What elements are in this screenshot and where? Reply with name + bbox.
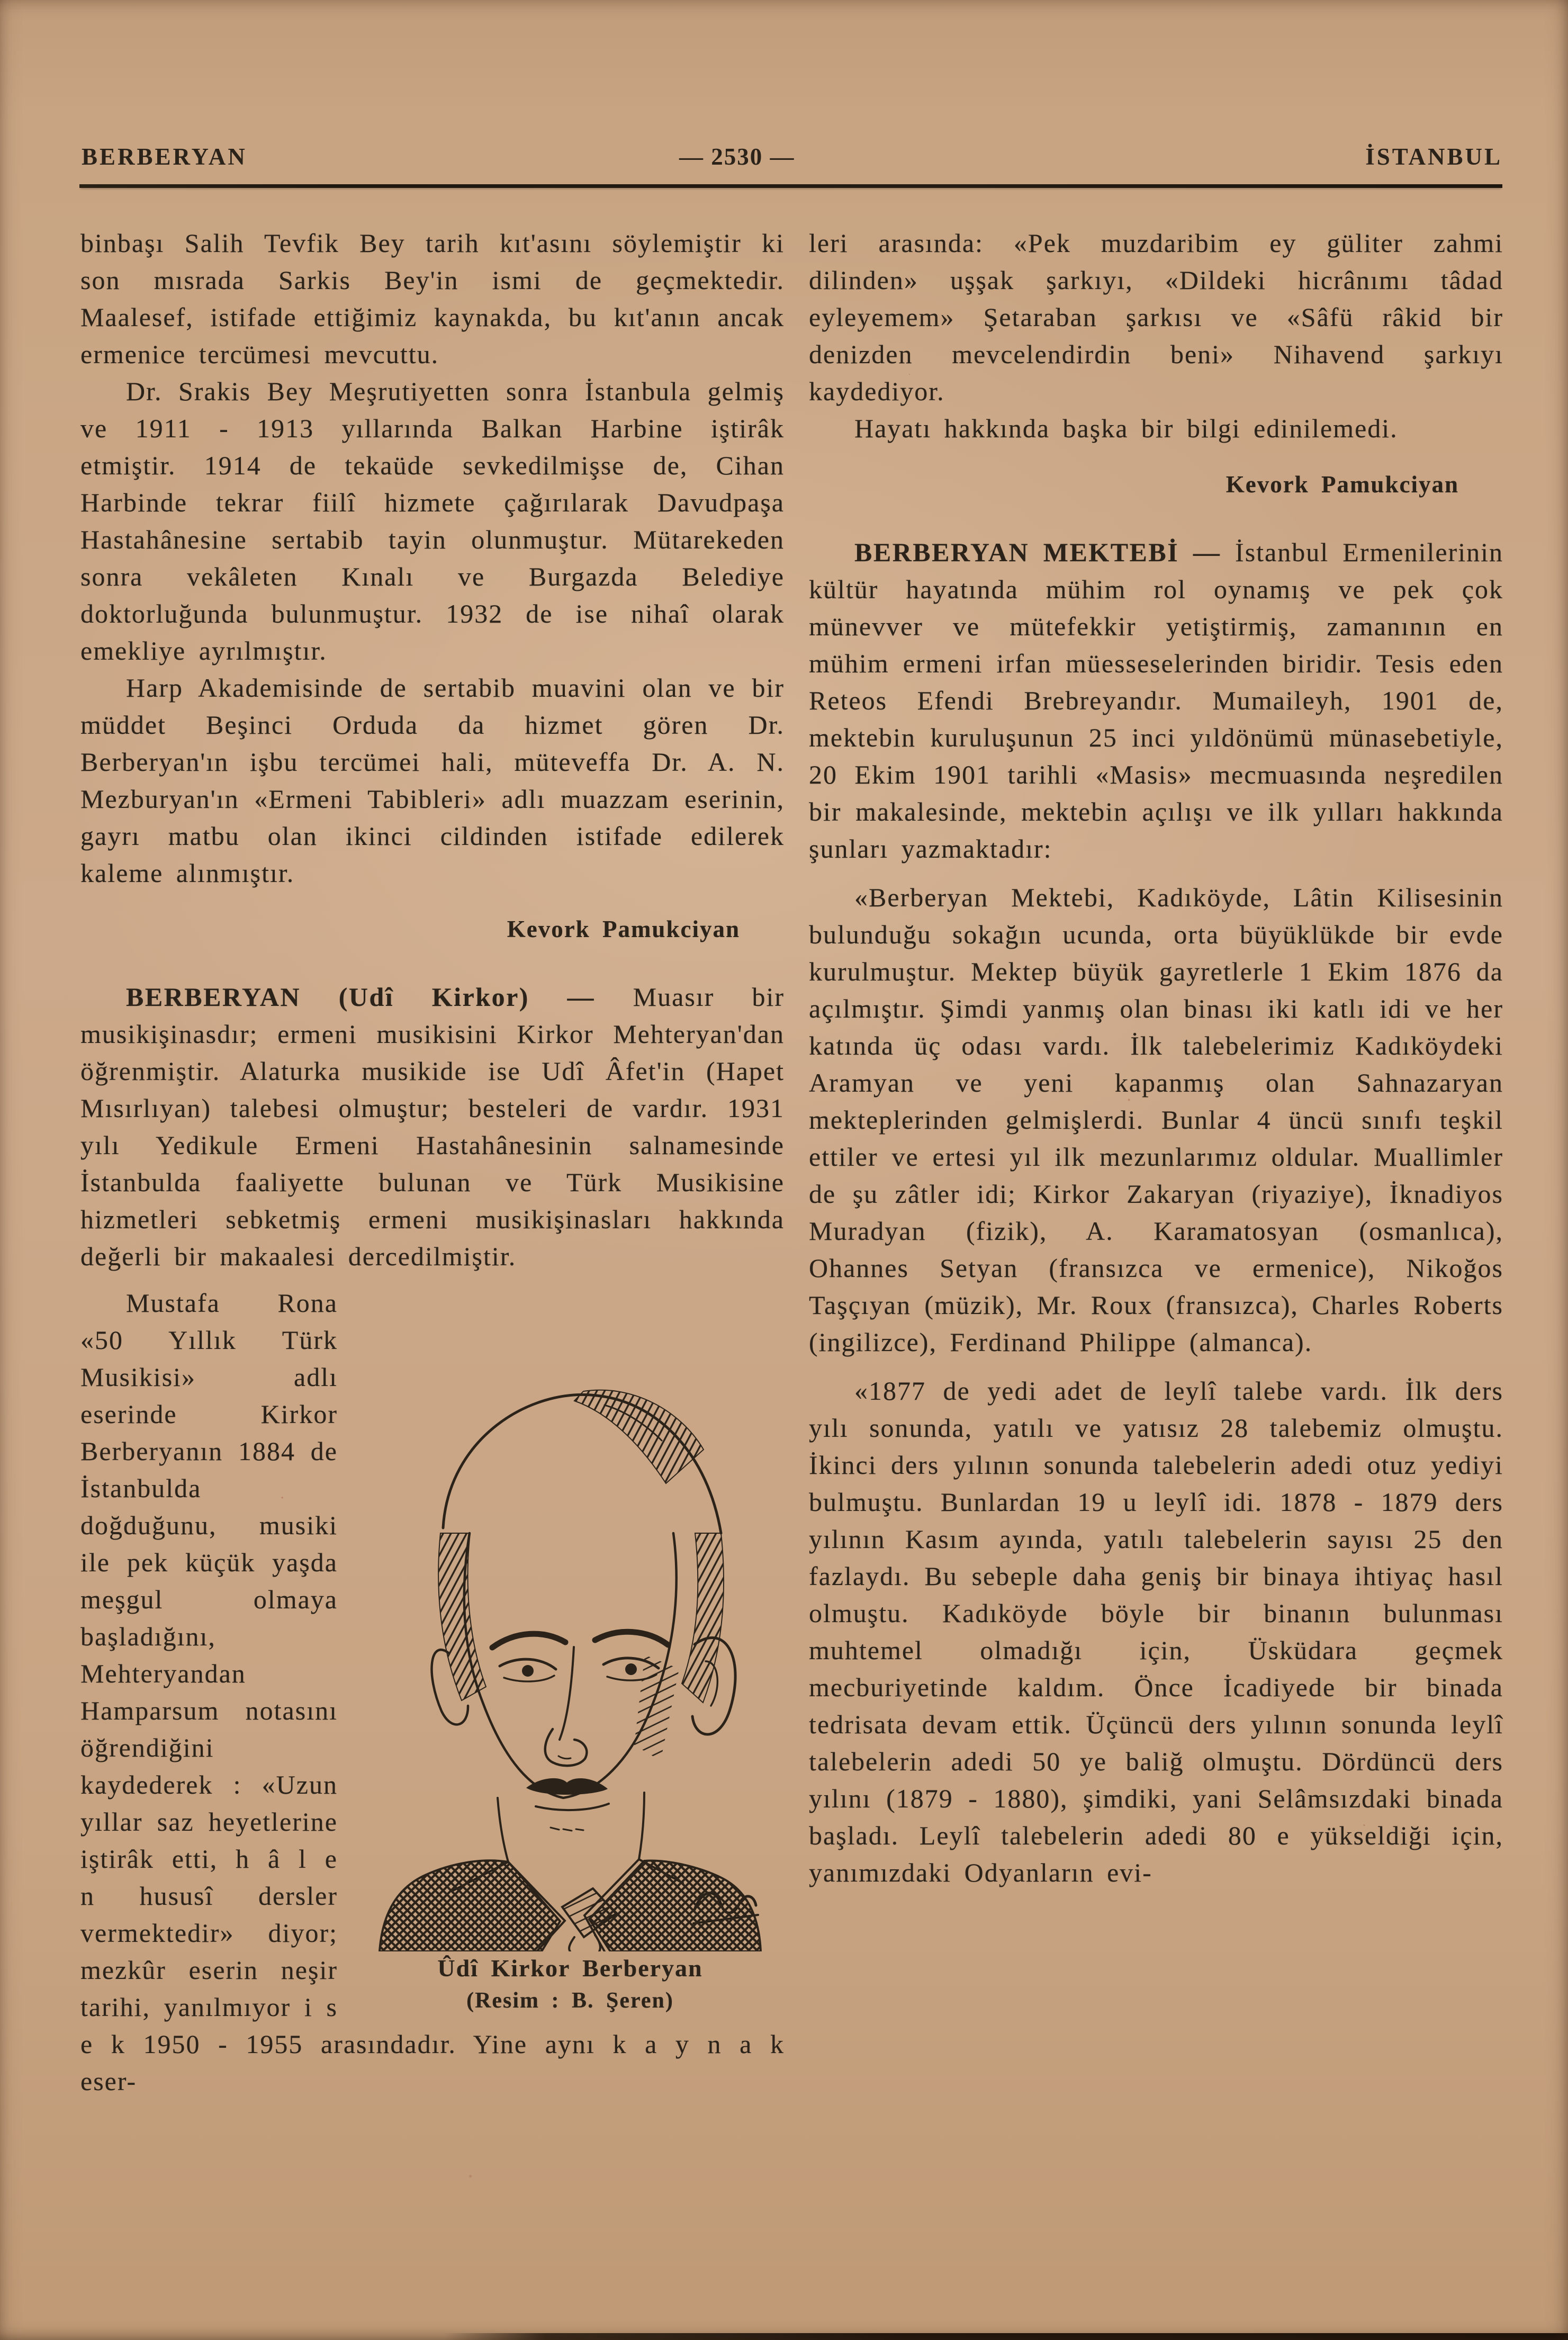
- left-column: [80, 224, 785, 2100]
- paragraph-harp-akademisi: Harp Akademisinde de sertabib muavini olan ve bir müddet Beşinci Orduda da hizmet gören Dr. Berberyan'ın işbu tercümei hali, müteveffa Dr. A. N. Mezburyan'ın «Ermeni Tabibleri» adlı muazzam eserinin, gayrı matbu olan ikinci cildinden istifade edilerek kaleme alınmıştır.: [80, 673, 785, 888]
- author-signature: Kevork Pamukciyan: [1225, 471, 1459, 498]
- entry-title: BERBERYAN (Udî Kirkor) —: [126, 982, 633, 1012]
- page-edge-shadow: [445, 2333, 1568, 2340]
- entry-body: Muasır bir musikişinasdır; ermeni musikisini Kirkor Mehteryan'dan öğrenmiştir. Alaturka musikide ise Udî Âfet'in (Hapet Mısırlıyan) talebesi olmuştur; besteleri de vardır. 1931 yılı Yedikule Ermeni Hastahânesinin salnamesinde İstanbulda faaliyette bulunan ve Türk Musikisine hizmetleri sebketmiş ermeni musikişinasları hakkında değerli bir makaalesi dercedilmiştir.: [80, 982, 785, 1271]
- header-section-title: İSTANBUL: [1365, 143, 1502, 170]
- header-rule: [79, 184, 1502, 188]
- header-entry-title: BERBERYAN: [82, 143, 247, 170]
- entry-udi-kirkor: [80, 978, 785, 1275]
- quote-berberyan-mektebi: «Berberyan Mektebi, Kadıköyde, Lâtin Kilisesinin bulunduğu sokağın ucunda, orta büyüklükde bir evde kurulmuştur. Mektep büyük gayretlerle 1 Ekim 1876 da açılmıştır. Şimdi yanmış olan binası iki katlı idi ve her katında üç odası vardı. İlk talebelerimiz Kadıköydeki Aramyan ve yeni kapanmış olan Sahnazaryan mekteplerinden gelmişlerdi. Bunlar 4 üncü sınıfı teşkil ettiler ve ertesi yıl ilk mezunlarımız oldular. Muallimler de şu zâtler idi; Kirkor Zakaryan (riyaziye), İknadiyos Muradyan (fizik), A. Karamatosyan (osmanlıca), Ohannes Setyan (fransızca ve ermenice), Nikoğos Taşçıyan (müzik), Mr. Roux (fransızca), Charles Roberts (ingilizce), Ferdinand Philippe (almanca).: [809, 883, 1503, 1357]
- portrait-credit: (Resim : B. Şeren): [466, 1988, 674, 2013]
- entry-title: BERBERYAN MEKTEBİ —: [854, 537, 1236, 567]
- paragraph-mustafa-rona-text: Mustafa Rona «50 Yıllık Türk Musikisi» adlı eserinde Kirkor Berberyanın 1884 de İstanbulda doğduğunu, musiki ile pek küçük yaşda meşgul olmaya başladığını, Mehteryandan Hamparsum notasını öğrendiğini kaydederek : «Uzun yıllar saz heyetlerine iştirâk etti, h â l e n hususî dersler vermektedir» diyor; mezkûr eserin neşir tarihi, yanılmıyor i s e k 1950 - 1955 arasındadır. Yine aynı k a y n a k eser-: [80, 1288, 785, 2096]
- portrait-figure: [356, 1358, 785, 2016]
- portrait-illustration: [356, 1358, 785, 1951]
- entry-berberyan-mektebi: [809, 534, 1503, 867]
- quote-1877: «1877 de yedi adet de leylî talebe vardı. İlk ders yılı sonunda, yatılı ve yatısız 28 talebemiz olmuştu. İkinci ders yılının sonunda talebelerin adedi otuz yediyi bulmuştu. Bunlardan 19 u leylî idi. 1878 - 1879 ders yılının Kasım ayında, yatılı talebelerin sayısı 25 den fazlaydı. Bu sebeple daha geniş bir binaya ihtiyaç hasıl olmuştu. Kadıköyde böyle bir binanın bulunması muhtemel olmadığı için, Üsküdara geçmek mecburiyetinde kaldım. Önce İcadiyede bir binada tedrisata devam ettik. Üçüncü ders yılının sonunda leylî talebelerin adedi 50 ye baliğ olmuştu. Dördüncü ders yılını (1879 - 1880), şimdiki, yani Selâmsızdaki binada başladı. Leylî talebelerin adedi 80 e yükseldiği için, yanımızdaki Odyanların evi-: [809, 1376, 1503, 1887]
- paragraph-hayati: Hayatı hakkında başka bir bilgi edinilemedi.: [854, 413, 1398, 443]
- paragraph-mustafa-rona: [80, 1284, 785, 2100]
- entry-body: İstanbul Ermenilerinin kültür hayatında mühim rol oynamış ve pek çok münevver ve mütefekkir yetiştirmiş, zamanının en mühim ermeni irfan müesseselerinden biridir. Tesis eden Reteos Efendi Brebreyandır. Mumaileyh, 1901 de, mektebin kuruluşunun 25 inci yıldönümü münasebetiyle, 20 Ekim 1901 tarihli «Masis» mecmuasında neşredilen bir makalesinde, mektebin açılışı ve ilk yılları hakkında şunları yazmaktadır:: [809, 537, 1503, 863]
- page-number: — 2530 —: [679, 143, 795, 170]
- right-column: [809, 224, 1503, 1891]
- paragraph-continuation-right: leri arasında: «Pek muzdaribim ey güliter zahmi dilinden» uşşak şarkıyı, «Dildeki hicrânımı tâdad eyleyemem» Şetaraban şarkısı ve «Sâfü râkid bir denizden mevcelendirdin beni» Nihavend şarkıyı kaydediyor.: [809, 228, 1503, 406]
- author-signature: Kevork Pamukciyan: [507, 916, 740, 942]
- paragraph-dr-srakis: Dr. Srakis Bey Meşrutiyetten sonra İstanbula gelmiş ve 1911 - 1913 yıllarında Balkan Harbine iştirâk etmiştir. 1914 de tekaüde sevkedilmişse de, Cihan Harbinde tekrar fiilî hizmete çağırılarak Davudpaşa Hastahânesine sertabib tayin olunmuştur. Mütarekeden sonra vekâleten Kınalı ve Burgazda Belediye doktorluğunda bulunmuştur. 1932 de ise nihaî olarak emekliye ayrılmıştır.: [80, 376, 785, 665]
- paragraph-continuation: binbaşı Salih Tevfik Bey tarih kıt'asını söylemiştir ki son mısrada Sarkis Bey'in ismi de geçmektedir. Maalesef, istifade ettiğimiz kaynakda, bu kıt'anın ancak ermenice tercümesi mevcuttu.: [80, 228, 785, 369]
- portrait-caption: Ûdî Kirkor Berberyan: [437, 1955, 703, 1982]
